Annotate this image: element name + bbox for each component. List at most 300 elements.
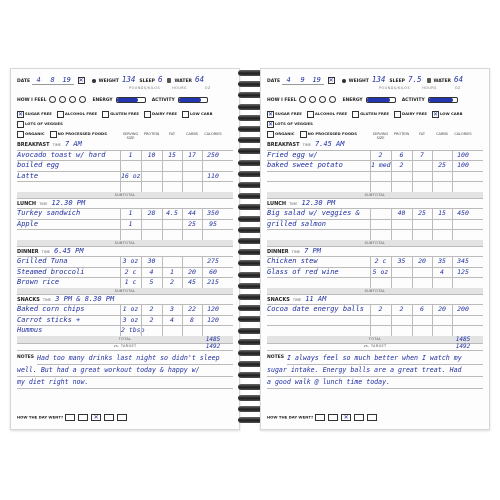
carbs-entry[interactable]: 20 bbox=[438, 305, 446, 313]
serving-entry[interactable]: 2 c bbox=[124, 267, 137, 276]
date-field[interactable]: 19 bbox=[310, 76, 324, 85]
column-divider bbox=[432, 208, 433, 219]
fat-entry[interactable]: 7 bbox=[420, 150, 424, 159]
column-divider bbox=[162, 219, 163, 230]
serving-entry[interactable]: 5 oz bbox=[372, 267, 389, 276]
diet-filter-checkbox[interactable] bbox=[57, 111, 64, 118]
date-box: ✕ bbox=[328, 77, 334, 84]
fat-entry[interactable]: 4.5 bbox=[166, 209, 178, 217]
mood-face-icon[interactable] bbox=[329, 96, 336, 103]
spiral-coil bbox=[238, 148, 262, 154]
calories-entry[interactable] bbox=[203, 229, 223, 240]
protein-entry[interactable]: 2 bbox=[149, 315, 154, 324]
day-rating-box[interactable] bbox=[328, 414, 338, 421]
breakfast-time[interactable]: 7 AM bbox=[64, 140, 82, 148]
notes-label: NOTES bbox=[267, 355, 284, 360]
spiral-coil bbox=[238, 260, 262, 266]
column-divider bbox=[370, 304, 371, 315]
protein-entry[interactable] bbox=[142, 219, 161, 230]
protein-entry[interactable] bbox=[392, 277, 411, 288]
snacks-time[interactable]: 11 AM bbox=[305, 294, 327, 303]
diet-filter-label: ALCOHOL FREE bbox=[64, 111, 98, 116]
diet-filter-item[interactable] bbox=[300, 129, 357, 138]
diet-filter-item[interactable] bbox=[182, 109, 213, 118]
protein-entry[interactable] bbox=[392, 181, 411, 192]
fat-entry[interactable] bbox=[413, 160, 431, 171]
food-entry[interactable]: Baked corn chips bbox=[17, 305, 85, 313]
carbs-entry[interactable] bbox=[433, 150, 451, 161]
column-divider bbox=[141, 150, 142, 161]
carbs-entry[interactable]: 20 bbox=[188, 267, 196, 276]
carbs-entry[interactable] bbox=[433, 277, 451, 288]
food-entry[interactable] bbox=[17, 181, 117, 192]
protein-entry[interactable]: 35 bbox=[397, 257, 406, 265]
protein-entry[interactable] bbox=[392, 229, 411, 240]
mood-face-icon[interactable] bbox=[59, 96, 66, 103]
fat-entry[interactable]: 2 bbox=[170, 278, 174, 286]
food-entry[interactable]: Hummus bbox=[17, 326, 43, 334]
column-header-protein: PROTEIN bbox=[143, 132, 160, 136]
calories-entry[interactable] bbox=[453, 315, 473, 326]
subtotal-label: SUBTOTAL bbox=[364, 240, 386, 245]
food-entry[interactable] bbox=[267, 315, 367, 326]
serving-entry[interactable] bbox=[121, 181, 140, 192]
sleep-value[interactable]: 6 bbox=[157, 75, 163, 84]
diet-filter-label: LOW CARB bbox=[439, 111, 463, 116]
calories-entry[interactable] bbox=[453, 219, 473, 230]
serving-entry[interactable]: 2 bbox=[378, 150, 383, 159]
carbs-entry[interactable]: 35 bbox=[438, 257, 446, 265]
serving-entry[interactable]: 2 c bbox=[374, 257, 387, 265]
diet-filter-item[interactable] bbox=[267, 109, 302, 118]
column-divider bbox=[370, 267, 371, 278]
carbs-entry[interactable] bbox=[183, 256, 201, 267]
diet-filter-item[interactable] bbox=[17, 129, 45, 138]
fat-entry[interactable] bbox=[413, 171, 431, 182]
carbs-entry[interactable]: 4 bbox=[440, 267, 444, 276]
serving-entry[interactable]: 16 oz bbox=[121, 171, 141, 180]
column-divider bbox=[412, 150, 413, 161]
food-entry[interactable]: Apple bbox=[17, 219, 39, 228]
day-rating-box[interactable] bbox=[117, 414, 127, 421]
serving-entry[interactable]: 1 bbox=[128, 219, 133, 228]
day-rating-box[interactable]: ✕ bbox=[341, 414, 351, 421]
food-entry[interactable] bbox=[267, 229, 367, 240]
food-entry[interactable]: Grilled Tuna bbox=[17, 257, 68, 265]
diet-filter-checkbox[interactable] bbox=[300, 131, 307, 138]
food-entry[interactable]: Cocoa date energy balls bbox=[267, 305, 364, 313]
total-value[interactable]: 1485 bbox=[455, 335, 471, 343]
snacks-heading bbox=[17, 294, 137, 305]
protein-entry[interactable]: 10 bbox=[147, 150, 156, 159]
date-field[interactable]: 19 bbox=[60, 76, 74, 85]
carbs-entry[interactable]: 17 bbox=[188, 150, 196, 159]
calories-entry[interactable] bbox=[453, 325, 473, 336]
diet-filter-label: NO PROCESSED FOODS bbox=[57, 131, 107, 136]
serving-entry[interactable] bbox=[371, 325, 390, 336]
diet-filter-checkbox[interactable] bbox=[17, 121, 24, 128]
fat-entry[interactable]: 3 bbox=[170, 305, 174, 313]
mood-face-icon[interactable] bbox=[319, 96, 326, 103]
serving-entry[interactable]: 2 tbsp bbox=[121, 326, 145, 334]
mood-face-icon[interactable] bbox=[69, 96, 76, 103]
food-entry[interactable]: Big salad w/ veggies & bbox=[267, 209, 360, 217]
carbs-entry[interactable]: 45 bbox=[188, 278, 196, 286]
serving-entry[interactable] bbox=[121, 160, 140, 171]
protein-entry[interactable]: 30 bbox=[147, 257, 156, 265]
carbs-entry[interactable] bbox=[433, 171, 451, 182]
diet-filter-item[interactable] bbox=[267, 119, 313, 128]
column-divider bbox=[182, 171, 183, 182]
diet-filter-item[interactable] bbox=[432, 109, 463, 118]
diet-filter-item[interactable] bbox=[267, 129, 295, 138]
calories-entry[interactable] bbox=[203, 181, 223, 192]
how-i-feel-label: HOW I FEEL bbox=[267, 98, 297, 103]
food-entry[interactable]: boiled egg bbox=[17, 161, 60, 169]
total-value[interactable]: 1485 bbox=[205, 335, 221, 343]
fat-entry[interactable]: 20 bbox=[418, 257, 426, 265]
food-entry[interactable] bbox=[267, 277, 367, 288]
day-rating-box[interactable] bbox=[104, 414, 114, 421]
diet-filter-checkbox[interactable] bbox=[50, 131, 57, 138]
mood-face-icon[interactable] bbox=[49, 96, 56, 103]
day-rating-box[interactable] bbox=[354, 414, 364, 421]
weight-label: WEIGHT bbox=[348, 79, 369, 84]
vs-target-value[interactable]: 1492 bbox=[205, 342, 221, 350]
food-entry[interactable]: baked sweet potato bbox=[267, 161, 343, 169]
column-header-serving-size: SERVING SIZE bbox=[122, 132, 139, 140]
diet-filter-label: ORGANIC bbox=[275, 131, 295, 136]
diet-filter-item[interactable] bbox=[144, 109, 177, 118]
calories-entry[interactable]: 100 bbox=[457, 150, 469, 159]
diet-filter-checkbox[interactable] bbox=[307, 111, 314, 118]
serving-entry[interactable]: 3 oz bbox=[122, 257, 139, 265]
serving-entry[interactable]: 1 bbox=[128, 209, 133, 217]
food-entry[interactable]: Turkey sandwich bbox=[17, 209, 81, 217]
vs-target-value[interactable]: 1492 bbox=[455, 342, 471, 350]
column-divider bbox=[182, 160, 183, 171]
fat-entry[interactable] bbox=[163, 256, 181, 267]
column-divider bbox=[202, 256, 203, 267]
diet-filter-item[interactable] bbox=[17, 109, 52, 118]
protein-entry[interactable] bbox=[392, 267, 411, 278]
calories-entry[interactable] bbox=[203, 325, 223, 336]
fat-entry[interactable] bbox=[413, 325, 431, 336]
column-divider bbox=[202, 277, 203, 288]
diet-filter-item[interactable] bbox=[57, 109, 97, 118]
dinner-heading bbox=[17, 246, 137, 257]
serving-entry[interactable]: 3 oz bbox=[122, 315, 139, 324]
fat-entry[interactable]: 4 bbox=[170, 315, 174, 324]
column-divider bbox=[370, 150, 371, 161]
calories-entry[interactable]: 100 bbox=[457, 161, 469, 169]
breakfast-time[interactable]: 7.45 AM bbox=[314, 140, 345, 148]
diet-filter-item[interactable] bbox=[17, 119, 63, 128]
diet-filter-checkbox[interactable] bbox=[267, 131, 274, 138]
calories-entry[interactable]: 110 bbox=[207, 171, 219, 180]
column-divider bbox=[162, 277, 163, 288]
sleep-value[interactable]: 7.5 bbox=[407, 75, 422, 84]
diet-filter-label: NO PROCESSED FOODS bbox=[307, 131, 357, 136]
calories-entry[interactable]: 450 bbox=[457, 209, 469, 217]
column-divider bbox=[370, 219, 371, 230]
header-row bbox=[17, 75, 233, 85]
column-divider bbox=[391, 256, 392, 267]
column-divider bbox=[141, 256, 142, 267]
weight-value[interactable]: 134 bbox=[371, 75, 386, 84]
serving-entry[interactable]: 1 c bbox=[124, 278, 137, 286]
protein-entry[interactable] bbox=[392, 315, 411, 326]
carbs-entry[interactable] bbox=[433, 219, 451, 230]
column-divider bbox=[141, 229, 142, 240]
serving-entry[interactable] bbox=[371, 315, 390, 326]
protein-entry[interactable] bbox=[142, 181, 161, 192]
column-divider bbox=[202, 219, 203, 230]
protein-entry[interactable] bbox=[392, 219, 411, 230]
column-divider bbox=[182, 304, 183, 315]
protein-entry[interactable] bbox=[142, 229, 161, 240]
calories-entry[interactable]: 125 bbox=[457, 267, 469, 276]
food-entry[interactable]: Fried egg w/ bbox=[267, 150, 318, 159]
serving-entry[interactable]: 1 med bbox=[371, 161, 391, 169]
carbs-entry[interactable] bbox=[183, 325, 201, 336]
serving-entry[interactable]: 1 bbox=[128, 150, 133, 159]
date-field[interactable]: 8 bbox=[46, 76, 60, 85]
calories-entry[interactable]: 95 bbox=[209, 219, 217, 228]
protein-entry[interactable]: 2 bbox=[399, 305, 404, 313]
date-field[interactable]: 4 bbox=[32, 76, 46, 85]
carbs-entry[interactable] bbox=[183, 229, 201, 240]
column-divider bbox=[120, 267, 121, 278]
water-value[interactable]: 64 bbox=[454, 75, 464, 84]
calories-entry[interactable]: 350 bbox=[207, 209, 219, 217]
header-row bbox=[267, 75, 483, 85]
water-icon bbox=[427, 78, 431, 83]
spiral-coil bbox=[238, 328, 262, 334]
calories-entry[interactable]: 215 bbox=[207, 278, 219, 286]
fat-entry[interactable] bbox=[413, 229, 431, 240]
day-rating-box[interactable] bbox=[367, 414, 377, 421]
column-divider bbox=[162, 229, 163, 240]
fat-entry[interactable] bbox=[163, 181, 181, 192]
protein-entry[interactable]: 2 bbox=[399, 161, 404, 169]
serving-entry[interactable] bbox=[371, 181, 390, 192]
protein-entry[interactable]: 4 bbox=[149, 267, 154, 276]
spiral-coil bbox=[238, 372, 262, 378]
protein-entry[interactable] bbox=[392, 325, 411, 336]
mood-face-icon[interactable] bbox=[79, 96, 86, 103]
column-divider bbox=[452, 304, 453, 315]
fat-entry[interactable] bbox=[163, 171, 181, 182]
column-divider bbox=[452, 256, 453, 267]
carbs-entry[interactable]: 44 bbox=[188, 209, 196, 217]
snacks-time[interactable]: 3 PM & 8.30 PM bbox=[55, 294, 115, 303]
food-entry[interactable]: Brown rice bbox=[17, 278, 60, 286]
food-entry[interactable]: Avocado toast w/ hard bbox=[17, 150, 106, 159]
fat-entry[interactable] bbox=[413, 219, 431, 230]
food-entry[interactable]: Latte bbox=[17, 171, 39, 180]
diet-filter-label: LOW CARB bbox=[189, 111, 213, 116]
serving-entry[interactable] bbox=[371, 219, 390, 230]
spiral-coil bbox=[238, 339, 262, 345]
diet-filter-checkbox[interactable] bbox=[144, 111, 151, 118]
serving-entry[interactable] bbox=[371, 277, 390, 288]
carbs-entry[interactable]: 25 bbox=[438, 161, 446, 169]
column-divider bbox=[162, 304, 163, 315]
food-entry[interactable] bbox=[267, 171, 367, 182]
carbs-entry[interactable] bbox=[183, 171, 201, 182]
energy-meter[interactable] bbox=[366, 97, 396, 103]
mood-face-icon[interactable] bbox=[309, 96, 316, 103]
calories-entry[interactable]: 275 bbox=[207, 257, 219, 265]
meal-time-label: TIME bbox=[291, 249, 301, 254]
column-header-carbs: CARBS bbox=[436, 132, 448, 136]
column-divider bbox=[432, 256, 433, 267]
carbs-entry[interactable] bbox=[433, 229, 451, 240]
vs-target-label: vs. TARGET bbox=[113, 344, 137, 348]
carbs-entry[interactable] bbox=[433, 315, 451, 326]
diet-filter-checkbox[interactable] bbox=[17, 131, 24, 138]
food-entry[interactable] bbox=[267, 325, 367, 336]
calories-entry[interactable]: 120 bbox=[207, 315, 219, 324]
serving-entry[interactable] bbox=[121, 229, 140, 240]
date-field[interactable]: 4 bbox=[282, 76, 296, 85]
calories-entry[interactable] bbox=[453, 171, 473, 182]
mood-face-icon[interactable] bbox=[299, 96, 306, 103]
meal-time-label: TIME bbox=[39, 201, 48, 206]
diet-filter-checkbox[interactable] bbox=[182, 111, 189, 118]
fat-entry[interactable] bbox=[413, 267, 431, 278]
diet-filter-checkbox[interactable]: ✕ bbox=[268, 120, 274, 128]
diet-filter-item[interactable] bbox=[352, 109, 389, 118]
dinner-time[interactable]: 7 PM bbox=[304, 246, 321, 255]
diet-filter-item[interactable] bbox=[307, 109, 347, 118]
carbs-entry[interactable] bbox=[183, 160, 201, 171]
protein-entry[interactable] bbox=[142, 325, 161, 336]
calories-entry[interactable] bbox=[203, 160, 223, 171]
spiral-binding bbox=[238, 70, 262, 428]
column-divider bbox=[412, 267, 413, 278]
diet-filter-checkbox[interactable]: ✕ bbox=[18, 110, 24, 118]
serving-entry[interactable] bbox=[371, 171, 390, 182]
fat-entry[interactable] bbox=[163, 160, 181, 171]
how-day-went-label: HOW THE DAY WENT? bbox=[267, 414, 314, 420]
calories-entry[interactable] bbox=[453, 229, 473, 240]
diet-filter-checkbox[interactable] bbox=[102, 111, 109, 118]
calories-entry[interactable]: 200 bbox=[457, 305, 469, 313]
calories-entry[interactable] bbox=[453, 277, 473, 288]
protein-entry[interactable]: 28 bbox=[147, 209, 156, 217]
carbs-entry[interactable] bbox=[433, 181, 451, 192]
calories-entry[interactable]: 345 bbox=[457, 257, 469, 265]
carbs-entry[interactable] bbox=[183, 181, 201, 192]
carbs-entry[interactable]: 22 bbox=[188, 305, 196, 313]
protein-entry[interactable]: 6 bbox=[399, 150, 404, 159]
carbs-entry[interactable] bbox=[433, 325, 451, 336]
diet-filter-label: LOTS OF VEGGIES bbox=[275, 121, 313, 126]
column-divider bbox=[141, 181, 142, 192]
food-entry[interactable]: Steamed broccoli bbox=[17, 267, 85, 276]
fat-entry[interactable]: 1 bbox=[170, 267, 174, 276]
column-divider bbox=[141, 315, 142, 326]
calories-entry[interactable]: 60 bbox=[209, 267, 217, 276]
serving-entry[interactable]: 1 oz bbox=[122, 305, 139, 313]
diet-filter-item[interactable] bbox=[50, 129, 107, 138]
energy-meter[interactable] bbox=[116, 97, 146, 103]
fat-entry[interactable] bbox=[163, 219, 181, 230]
fat-entry[interactable] bbox=[163, 229, 181, 240]
food-entry[interactable]: Carrot sticks + bbox=[17, 315, 81, 324]
carbs-entry[interactable]: 25 bbox=[188, 219, 196, 228]
lunch-time[interactable]: 12.30 PM bbox=[301, 198, 336, 207]
day-rating-box[interactable] bbox=[315, 414, 325, 421]
water-value[interactable]: 64 bbox=[195, 75, 205, 84]
calories-entry[interactable]: 120 bbox=[207, 305, 219, 313]
food-entry[interactable]: Glass of red wine bbox=[267, 267, 339, 276]
fat-entry[interactable] bbox=[413, 315, 431, 326]
day-rating-box[interactable] bbox=[78, 414, 88, 421]
diet-filter-item[interactable] bbox=[102, 109, 139, 118]
date-field[interactable]: 9 bbox=[296, 76, 310, 85]
column-divider bbox=[141, 219, 142, 230]
fat-entry[interactable]: 25 bbox=[418, 209, 426, 217]
calories-entry[interactable]: 250 bbox=[207, 150, 219, 159]
lunch-time[interactable]: 12.30 PM bbox=[51, 198, 86, 207]
protein-entry[interactable]: 2 bbox=[149, 305, 154, 313]
food-entry[interactable]: Chicken stew bbox=[267, 257, 318, 265]
fat-entry[interactable]: 15 bbox=[168, 150, 176, 159]
how-day-went-row bbox=[267, 414, 378, 421]
activity-meter-fill bbox=[179, 98, 201, 102]
serving-entry[interactable] bbox=[371, 208, 390, 219]
spiral-coil bbox=[238, 384, 262, 390]
diet-filter-checkbox[interactable] bbox=[394, 111, 401, 118]
fat-entry[interactable] bbox=[413, 181, 431, 192]
protein-entry[interactable]: 5 bbox=[149, 278, 154, 286]
food-entry[interactable]: grilled salmon bbox=[267, 219, 327, 228]
carbs-entry[interactable]: 15 bbox=[438, 209, 446, 217]
protein-entry[interactable] bbox=[392, 171, 411, 182]
weight-value[interactable]: 134 bbox=[121, 75, 136, 84]
serving-entry[interactable] bbox=[371, 229, 390, 240]
column-divider bbox=[370, 160, 371, 171]
activity-meter[interactable] bbox=[428, 97, 458, 103]
serving-entry[interactable]: 2 bbox=[378, 305, 383, 313]
carbs-entry[interactable]: 8 bbox=[190, 315, 194, 324]
protein-entry[interactable] bbox=[142, 171, 161, 182]
activity-meter[interactable] bbox=[178, 97, 208, 103]
fat-entry[interactable] bbox=[163, 325, 181, 336]
food-entry[interactable] bbox=[17, 229, 117, 240]
spiral-coil bbox=[238, 137, 262, 143]
protein-entry[interactable]: 40 bbox=[397, 209, 406, 217]
diet-filter-item[interactable] bbox=[394, 109, 427, 118]
protein-entry[interactable] bbox=[142, 160, 161, 171]
calories-entry[interactable] bbox=[453, 181, 473, 192]
food-entry[interactable] bbox=[267, 181, 367, 192]
day-rating-box[interactable] bbox=[65, 414, 75, 421]
diet-filter-checkbox[interactable]: ✕ bbox=[432, 110, 438, 118]
diet-filter-checkbox[interactable] bbox=[352, 111, 359, 118]
diet-filter-checkbox[interactable]: ✕ bbox=[268, 110, 274, 118]
fat-entry[interactable]: 6 bbox=[420, 305, 424, 313]
column-divider bbox=[432, 277, 433, 288]
day-rating-box[interactable]: ✕ bbox=[91, 414, 101, 421]
fat-entry[interactable] bbox=[413, 277, 431, 288]
dinner-time[interactable]: 6.45 PM bbox=[54, 246, 84, 255]
column-divider bbox=[370, 256, 371, 267]
spiral-coil bbox=[238, 406, 262, 412]
